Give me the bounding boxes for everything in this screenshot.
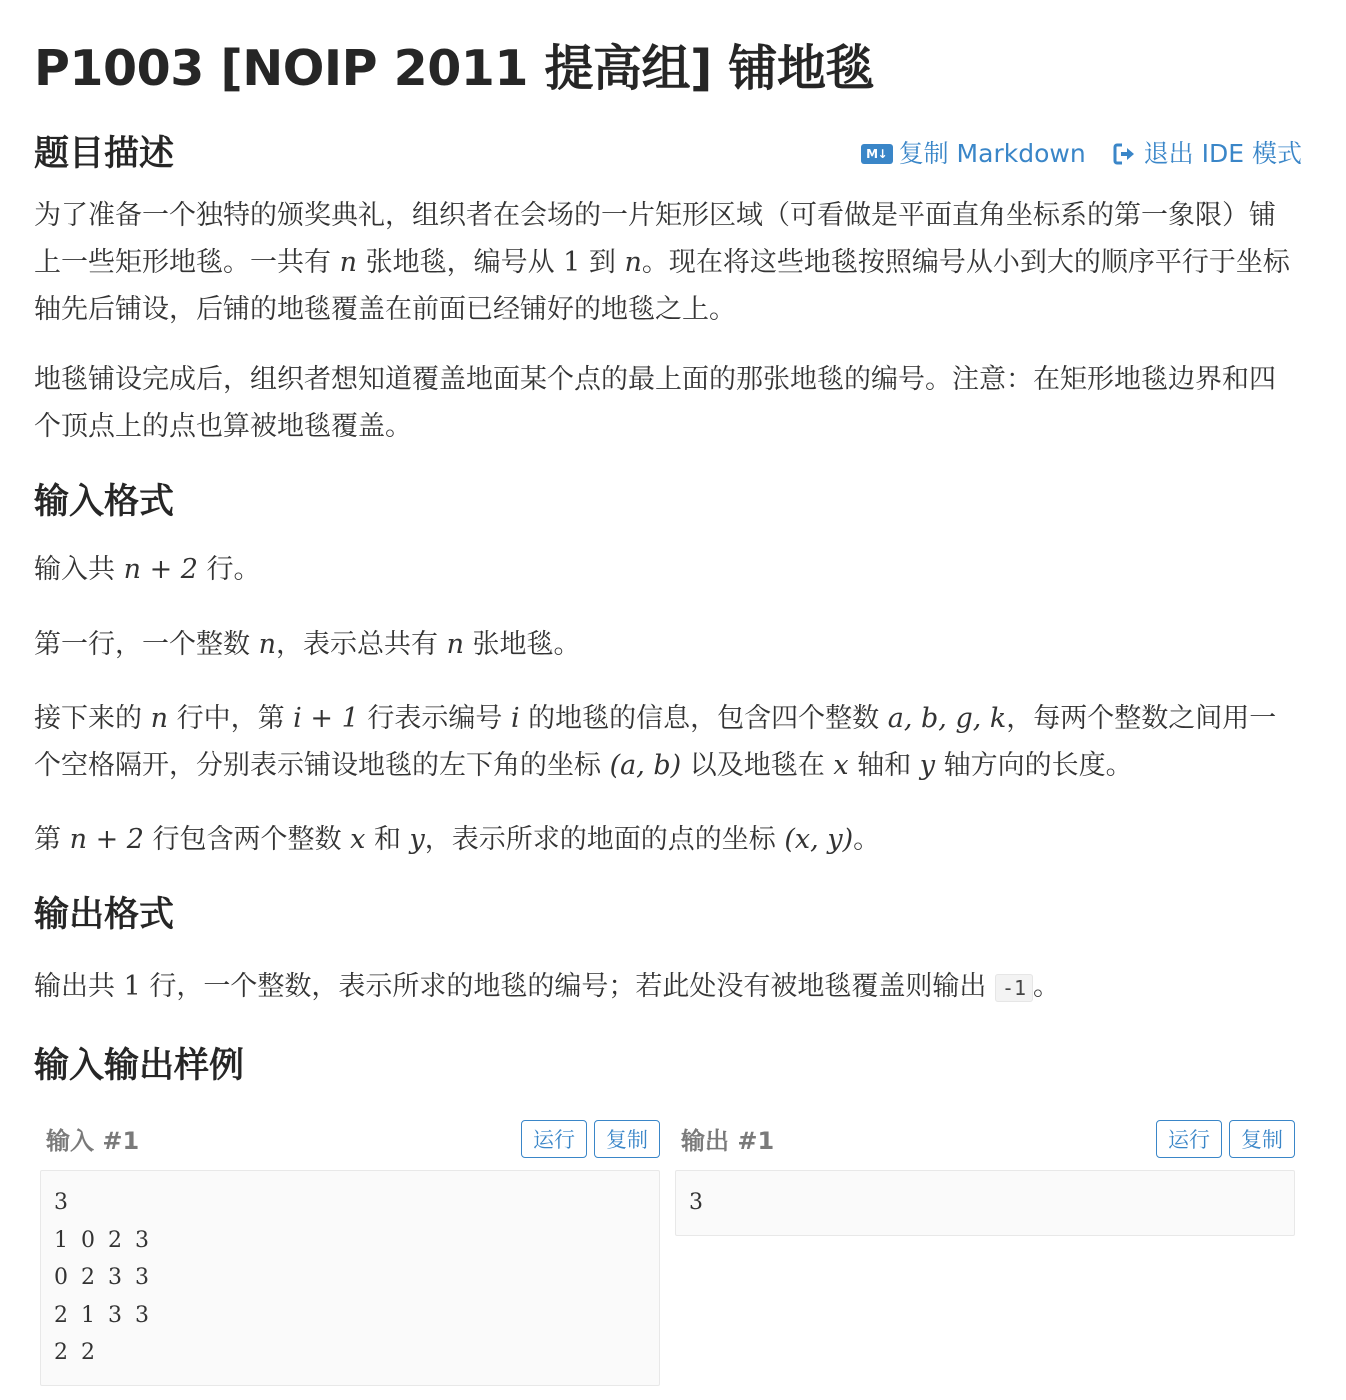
sample-output-header xyxy=(675,1120,1295,1164)
input-heading: 输入格式 xyxy=(34,482,175,522)
sample-output-label: 输出 #1 xyxy=(681,1127,775,1155)
copy-button[interactable]: 复制 xyxy=(1229,1120,1295,1158)
exit-icon xyxy=(1112,141,1138,167)
math-n: n xyxy=(258,629,276,660)
input-p4-text-a: 第 xyxy=(34,824,70,855)
math-n-plus-2: n + 2 xyxy=(123,554,198,585)
math-n: n xyxy=(446,629,464,660)
input-p4-text-b: 行包含两个整数 xyxy=(143,824,351,855)
math-abgk: a, b, g, k xyxy=(887,703,1007,734)
sample-output xyxy=(675,1120,1295,1386)
code-line: 1 0 2 3 xyxy=(54,1227,152,1253)
math-y: y xyxy=(919,750,936,781)
markdown-icon: M↓ xyxy=(861,144,893,164)
math-n: n xyxy=(624,247,642,278)
input-header xyxy=(34,474,1302,530)
code-line: 3 xyxy=(689,1190,706,1215)
output-header xyxy=(34,887,1302,943)
input-p2-text-a: 第一行，一个整数 xyxy=(34,629,259,660)
math-i: i xyxy=(510,703,520,734)
desc-p1-text-b: 张地毯，编号从 xyxy=(356,247,564,278)
math-x: x xyxy=(350,824,366,855)
copy-button[interactable]: 复制 xyxy=(594,1120,660,1158)
input-paragraph-1 xyxy=(34,546,1302,593)
sample-input-header xyxy=(40,1120,660,1164)
header-actions xyxy=(861,132,1302,176)
input-paragraph-2 xyxy=(34,621,1302,668)
input-p1-text-b: 行。 xyxy=(197,554,261,585)
samples-row xyxy=(34,1120,1302,1386)
page-title: P1003 [NOIP 2011 提高组] 铺地毯 xyxy=(34,40,874,97)
input-paragraph-3 xyxy=(34,695,1302,789)
run-button[interactable]: 运行 xyxy=(521,1120,587,1158)
sample-input-code xyxy=(40,1170,660,1386)
input-p4-text-d: ，表示所求的地面的点的坐标 xyxy=(424,824,785,855)
input-p3-text-a: 接下来的 xyxy=(34,703,151,734)
sample-input-buttons xyxy=(521,1120,660,1158)
samples-header xyxy=(34,1038,1302,1094)
math-n: n xyxy=(339,247,357,278)
output-heading: 输出格式 xyxy=(34,895,175,935)
desc-header xyxy=(34,126,1302,182)
math-xy: (x, y) xyxy=(784,824,854,855)
desc-p1-text-d: 。现在将这些地毯按照编号从小到大的顺序平行于坐标轴先后铺设，后铺的地毯覆盖在前面已经铺好的地毯之上。 xyxy=(34,247,1290,325)
code-line: 3 xyxy=(54,1190,71,1215)
math-x: x xyxy=(833,750,849,781)
samples-heading: 输入输出样例 xyxy=(34,1046,245,1086)
input-p3-text-d: 的地毯的信息，包含四个整数 xyxy=(519,703,888,734)
desc-body xyxy=(34,192,1302,450)
math-i-plus-1: i + 1 xyxy=(293,703,359,734)
sample-output-code xyxy=(675,1170,1295,1236)
math-n: n xyxy=(150,703,168,734)
exit-ide-button[interactable] xyxy=(1112,132,1302,176)
math-one: 1 xyxy=(563,247,581,278)
code-line: 0 2 3 3 xyxy=(54,1265,152,1290)
exit-ide-label: 退出 IDE 模式 xyxy=(1143,139,1302,168)
output-p1-text-c: 。 xyxy=(1033,971,1061,1002)
desc-paragraph-2: 地毯铺设完成后，组织者想知道覆盖地面某个点的最上面的那张地毯的编号。注意：在矩形地毯边界和四个顶点上的点也算被地毯覆盖。 xyxy=(34,364,1276,442)
output-paragraph-1 xyxy=(34,963,1302,1012)
desc-paragraph-1 xyxy=(34,192,1302,333)
copy-markdown-button[interactable] xyxy=(861,132,1086,176)
output-body xyxy=(34,963,1302,1012)
input-p3-text-c: 行表示编号 xyxy=(358,703,511,734)
math-y: y xyxy=(409,824,425,855)
input-paragraph-4 xyxy=(34,816,1302,863)
input-body xyxy=(34,546,1302,863)
input-p3-text-f: 以及地毯在 xyxy=(681,750,834,781)
input-p2-text-b: ，表示总共有 xyxy=(275,629,447,660)
desc-p1-text-c: 到 xyxy=(580,247,625,278)
output-p1-text-b: 行，一个整数，表示所求的地毯的编号；若此处没有被地毯覆盖则输出 xyxy=(140,971,995,1002)
input-p3-text-h: 轴方向的长度。 xyxy=(935,750,1133,781)
input-p3-text-g: 轴和 xyxy=(848,750,920,781)
run-button[interactable]: 运行 xyxy=(1156,1120,1222,1158)
input-p4-text-e: 。 xyxy=(853,824,881,855)
desc-p1-text-a: 为了准备一个独特的颁奖典礼，组织者在会场的一片矩形区域（可看做是平面直角坐标系的第一象限）铺上一些矩形地毯。一共有 xyxy=(34,200,1276,278)
input-p3-text-e: ，每两个整数之间用一个空格隔开，分别表示铺设地毯的左下角的坐标 xyxy=(34,703,1277,781)
desc-heading: 题目描述 xyxy=(34,134,175,174)
input-p2-text-c: 张地毯。 xyxy=(463,629,581,660)
input-p1-text-a: 输入共 xyxy=(34,554,124,585)
inline-code: -1 xyxy=(995,974,1033,1002)
code-line: 2 1 3 3 xyxy=(54,1302,152,1328)
sample-output-buttons xyxy=(1156,1120,1295,1158)
sample-input-label: 输入 #1 xyxy=(46,1127,140,1155)
math-ab: (a, b) xyxy=(609,750,682,781)
copy-markdown-label: 复制 Markdown xyxy=(898,139,1086,168)
input-p4-text-c: 和 xyxy=(365,824,410,855)
code-line: 2 2 xyxy=(54,1340,98,1365)
math-one: 1 xyxy=(123,971,141,1002)
input-p3-text-b: 行中，第 xyxy=(167,703,294,734)
math-n-plus-2: n + 2 xyxy=(69,824,144,855)
sample-input xyxy=(40,1120,660,1386)
output-p1-text-a: 输出共 xyxy=(34,971,124,1002)
